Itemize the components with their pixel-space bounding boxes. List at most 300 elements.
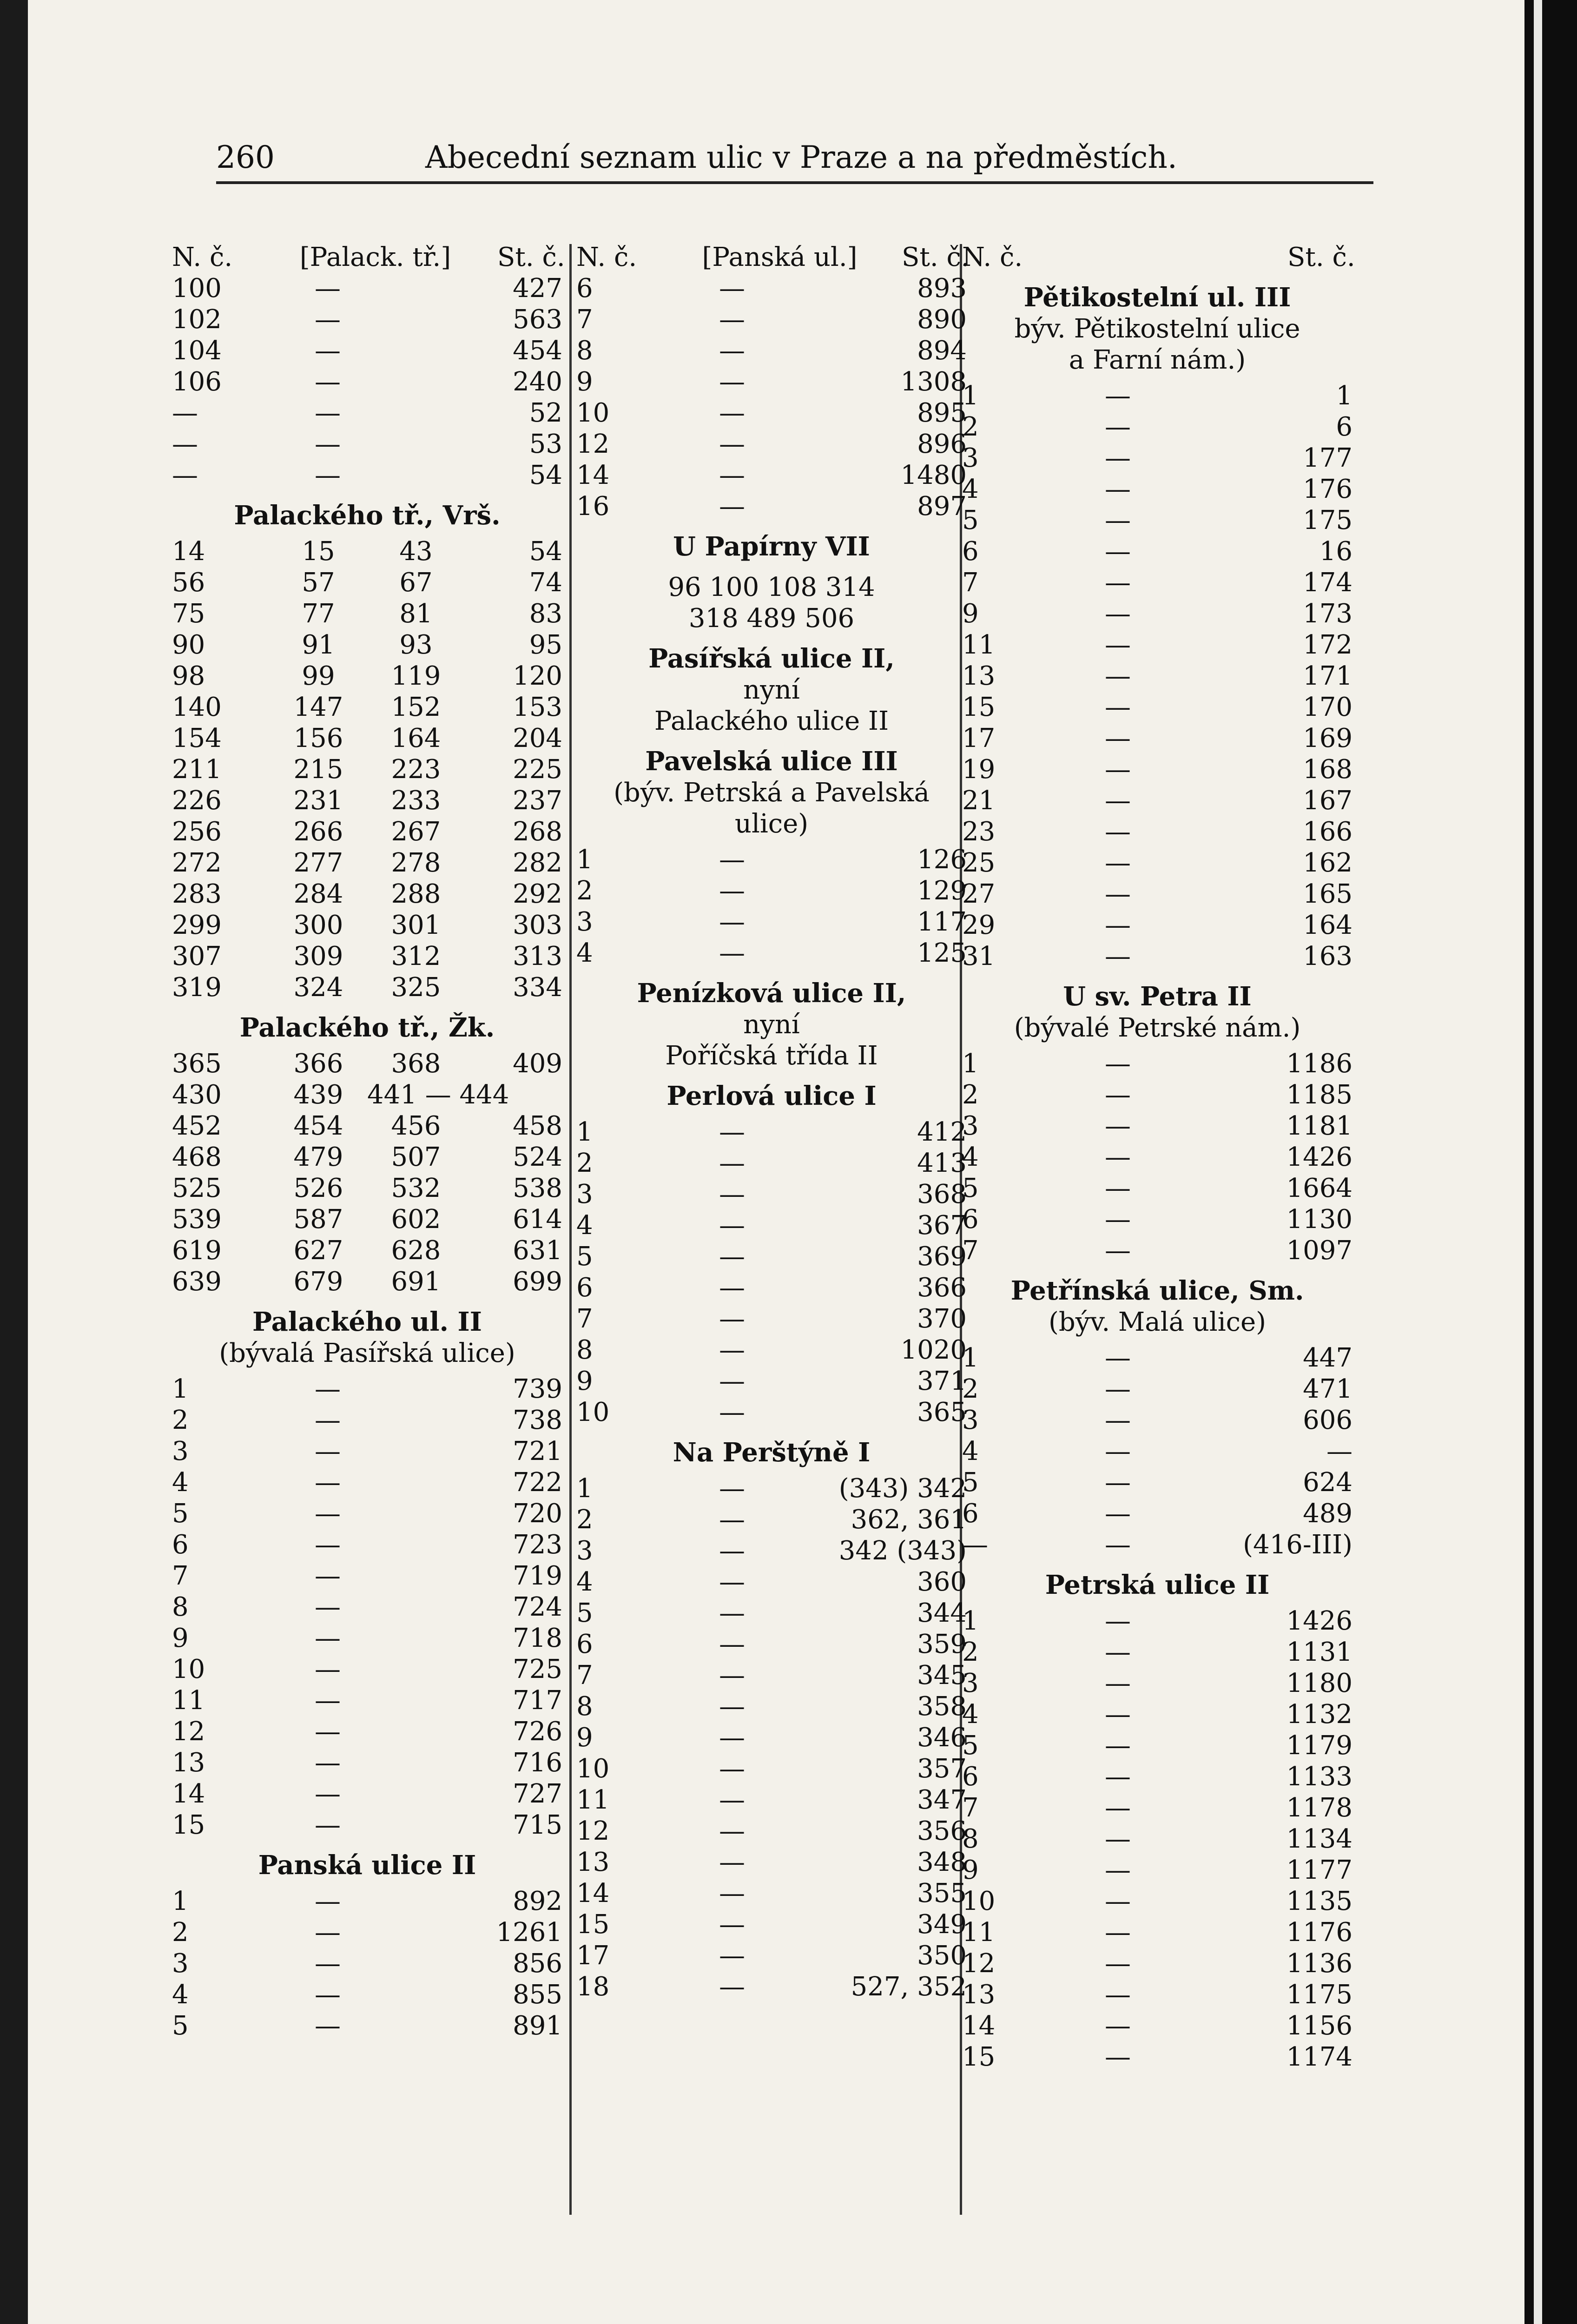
grid-cell: 75 <box>172 599 205 629</box>
house-number: 7 <box>576 304 593 335</box>
house-number: 2 <box>962 1637 979 1667</box>
number-list-line: 96 100 108 314 <box>668 572 875 602</box>
list-item <box>576 1722 967 1753</box>
conscription-number: 1135 <box>1286 1886 1353 1916</box>
conscription-number: 1186 <box>1286 1049 1353 1079</box>
list-item <box>172 1560 562 1591</box>
street-heading-line: býv. Pětikostelní ulice <box>1014 314 1300 344</box>
grid-cell: 93 <box>399 630 433 660</box>
list-item <box>576 1971 967 2002</box>
header-conscription-number: St. č. <box>497 242 565 272</box>
dash: — <box>315 429 341 459</box>
conscription-number: 1426 <box>1286 1606 1353 1636</box>
list-item <box>962 1605 1353 1637</box>
grid-row <box>172 972 562 1003</box>
list-item <box>172 273 562 304</box>
dash: — <box>1105 1917 1131 1948</box>
dash: — <box>719 1304 745 1334</box>
conscription-number: 6 <box>1336 412 1353 442</box>
house-number: 8 <box>962 1824 979 1854</box>
conscription-number: 356 <box>917 1816 967 1846</box>
dash: — <box>1105 910 1131 940</box>
dash: — <box>719 907 745 937</box>
street-heading-line: Petřínská ulice, Sm. <box>1010 1275 1304 1306</box>
grid-cell: 439 <box>293 1080 343 1110</box>
grid-cell: 292 <box>513 879 562 909</box>
list-item <box>962 660 1353 692</box>
dash: — <box>315 1886 341 1916</box>
list-item <box>172 1436 562 1467</box>
dash: — <box>1105 848 1131 878</box>
list-item <box>172 1623 562 1654</box>
conscription-number: 489 <box>1303 1499 1353 1529</box>
house-number: 9 <box>576 367 593 397</box>
house-number: 8 <box>576 1335 593 1365</box>
dash: — <box>1105 1637 1131 1667</box>
list-item <box>962 1405 1353 1436</box>
house-number: 3 <box>576 1536 593 1566</box>
grid-cell: 368 <box>391 1049 441 1079</box>
house-number: 5 <box>962 1173 979 1203</box>
house-number: 7 <box>962 1235 979 1266</box>
list-item <box>962 598 1353 629</box>
conscription-number: 717 <box>513 1685 562 1716</box>
dash: — <box>1105 505 1131 535</box>
list-item <box>576 429 967 460</box>
dash: — <box>315 398 341 428</box>
list-item <box>576 1878 967 1909</box>
grid-cell <box>465 1079 562 1110</box>
street-heading-line: Palackého ulice II <box>654 706 889 736</box>
conscription-number: 346 <box>917 1723 967 1753</box>
conscription-number: 447 <box>1303 1343 1353 1373</box>
dash: — <box>315 1467 341 1498</box>
conscription-number: 125 <box>917 938 967 968</box>
conscription-number: 624 <box>1303 1467 1353 1498</box>
dash: — <box>1105 1467 1131 1498</box>
grid-cell: 90 <box>172 630 205 660</box>
list-item <box>962 723 1353 754</box>
house-number: 29 <box>962 910 996 940</box>
dash: — <box>719 429 745 459</box>
header-conscription-number: St. č. <box>902 242 970 272</box>
dash: — <box>1105 1762 1131 1792</box>
street-heading-line: (bývalé Petrské nám.) <box>1014 1013 1301 1043</box>
list-item <box>172 397 562 429</box>
grid-row <box>172 1235 562 1266</box>
list-item <box>962 1467 1353 1498</box>
grid-cell: 147 <box>293 692 343 722</box>
list-item <box>962 1917 1353 1948</box>
dash: — <box>1105 1374 1131 1404</box>
dash: — <box>719 938 745 968</box>
list-item <box>172 1886 562 1917</box>
house-number: 3 <box>962 443 979 473</box>
conscription-number: 360 <box>917 1567 967 1597</box>
conscription-number: 347 <box>917 1785 967 1815</box>
house-number: 6 <box>172 1530 189 1560</box>
grid-row <box>172 1204 562 1235</box>
list-item <box>576 1691 967 1722</box>
conscription-number: 129 <box>917 876 967 906</box>
grid-cell: 299 <box>172 910 222 940</box>
grid-row <box>172 598 562 629</box>
list-item <box>172 1917 562 1948</box>
street-heading-line: (býv. Petrská a Pavelská <box>614 778 930 808</box>
grid-cell: 441 — 444 <box>367 1080 509 1110</box>
list-item <box>962 2041 1353 2073</box>
dash: — <box>719 367 745 397</box>
dash: — <box>719 1536 745 1566</box>
dash: — <box>315 304 341 335</box>
dash: — <box>1105 1730 1131 1761</box>
list-item <box>962 1855 1353 1886</box>
list-item <box>962 1342 1353 1373</box>
dash: — <box>1105 879 1131 909</box>
street-heading <box>576 531 967 562</box>
grid-cell: 307 <box>172 941 222 971</box>
house-number: 9 <box>576 1366 593 1396</box>
conscription-number: 177 <box>1303 443 1353 473</box>
house-number: 12 <box>962 1948 996 1979</box>
conscription-number: 739 <box>513 1374 562 1404</box>
dash: — <box>1105 1111 1131 1141</box>
list-item <box>172 1498 562 1529</box>
dash: — <box>1105 817 1131 847</box>
grid-row <box>172 1079 562 1110</box>
dash: — <box>315 1436 341 1466</box>
dash: — <box>719 1273 745 1303</box>
list-item <box>962 1637 1353 1668</box>
house-number: 3 <box>576 907 593 937</box>
grid-cell: 691 <box>391 1267 441 1297</box>
grid-row <box>172 629 562 660</box>
conscription-number: 855 <box>513 1980 562 2010</box>
list-item <box>962 1373 1353 1405</box>
conscription-number: 1 <box>1336 381 1353 411</box>
house-number: 11 <box>576 1785 610 1815</box>
column-header <box>576 242 970 273</box>
house-number: 2 <box>576 876 593 906</box>
street-heading-line: Petrská ulice II <box>1045 1570 1270 1600</box>
house-number: 11 <box>962 1917 996 1948</box>
list-item <box>576 1909 967 1940</box>
street-heading <box>576 643 967 737</box>
dash: — <box>719 1505 745 1535</box>
dash: — <box>1105 1980 1131 2010</box>
conscription-number: 1181 <box>1286 1111 1353 1141</box>
house-number: 1 <box>962 1049 979 1079</box>
list-item <box>962 785 1353 816</box>
house-number: 3 <box>962 1405 979 1435</box>
street-heading-line: a Farní nám.) <box>1069 345 1246 375</box>
page-header <box>216 135 1373 186</box>
dash: — <box>719 1629 745 1659</box>
list-item <box>172 1778 562 1809</box>
list-item <box>962 878 1353 910</box>
house-number: 7 <box>962 568 979 598</box>
grid-cell: 267 <box>391 817 441 847</box>
list-item <box>962 1792 1353 1823</box>
conscription-number: 563 <box>513 304 562 335</box>
street-heading <box>172 500 562 531</box>
dash: — <box>315 1980 341 2010</box>
house-number: 106 <box>172 367 222 397</box>
conscription-number: 891 <box>513 2011 562 2041</box>
list-item <box>576 1334 967 1366</box>
house-number: 4 <box>962 1436 979 1466</box>
dash: — <box>1105 1049 1131 1079</box>
list-item <box>962 629 1353 660</box>
grid-cell: 479 <box>293 1142 343 1172</box>
grid-cell: 430 <box>172 1080 222 1110</box>
conscription-number: 1664 <box>1286 1173 1353 1203</box>
dash: — <box>719 1972 745 2002</box>
list-item <box>962 567 1353 598</box>
conscription-number: 162 <box>1303 848 1353 878</box>
grid-cell: 156 <box>293 723 343 753</box>
street-heading-line: Poříčská třída II <box>665 1041 878 1071</box>
list-item <box>962 910 1353 941</box>
conscription-number: 471 <box>1303 1374 1353 1404</box>
list-item <box>576 1660 967 1691</box>
conscription-number: 172 <box>1303 630 1353 660</box>
house-number: 9 <box>962 1855 979 1885</box>
grid-row <box>172 567 562 598</box>
list-item <box>172 1467 562 1498</box>
grid-cell: 309 <box>293 941 343 971</box>
list-item <box>576 397 967 429</box>
conscription-number: 721 <box>513 1436 562 1466</box>
conscription-number: 1134 <box>1286 1824 1353 1854</box>
list-item <box>962 1204 1353 1235</box>
column-3 <box>962 242 1353 2073</box>
list-item <box>172 335 562 366</box>
list-item <box>576 1504 967 1535</box>
dash: — <box>719 1816 745 1846</box>
dash: — <box>1105 1606 1131 1636</box>
grid-cell: 532 <box>391 1173 441 1203</box>
grid-cell: 211 <box>172 754 222 785</box>
dash: — <box>315 1405 341 1435</box>
dash: — <box>719 398 745 428</box>
conscription-number: 166 <box>1303 817 1353 847</box>
grid-cell: 119 <box>391 661 441 691</box>
street-heading-line: Palackého tř., Vrš. <box>234 500 501 531</box>
conscription-number: 362, 361 <box>851 1505 967 1535</box>
conscription-number: 54 <box>529 460 562 490</box>
dash: — <box>1105 536 1131 567</box>
list-item <box>962 1142 1353 1173</box>
house-number: 7 <box>576 1304 593 1334</box>
dash: — <box>719 1335 745 1365</box>
dash: — <box>719 491 745 522</box>
conscription-number: 1131 <box>1286 1637 1353 1667</box>
house-number: 19 <box>962 754 996 785</box>
grid-row <box>172 1048 562 1079</box>
grid-cell: 237 <box>513 786 562 816</box>
dash: — <box>719 845 745 875</box>
house-number: 2 <box>962 1374 979 1404</box>
column-divider <box>569 244 572 2215</box>
grid-cell: 639 <box>172 1267 222 1297</box>
house-number: 5 <box>962 505 979 535</box>
dash: — <box>1105 2042 1131 2072</box>
conscription-number: 726 <box>513 1717 562 1747</box>
conscription-number: 358 <box>917 1691 967 1722</box>
grid-cell: 283 <box>172 879 222 909</box>
conscription-number: 163 <box>1303 941 1353 971</box>
house-number: — <box>172 460 198 490</box>
grid-cell: 81 <box>399 599 433 629</box>
list-item <box>962 411 1353 442</box>
grid-cell: 83 <box>529 599 562 629</box>
house-number: 100 <box>172 273 222 304</box>
street-heading-line: Na Perštýně I <box>673 1437 871 1468</box>
grid-cell: 231 <box>293 786 343 816</box>
list-item <box>962 1079 1353 1110</box>
conscription-number: 1130 <box>1286 1204 1353 1235</box>
list-item <box>962 1529 1353 1560</box>
house-number: 8 <box>576 1691 593 1722</box>
grid-cell: 226 <box>172 786 222 816</box>
conscription-number: 1261 <box>496 1917 562 1948</box>
house-number: 17 <box>576 1941 610 1971</box>
list-item <box>576 1847 967 1878</box>
house-number: 23 <box>962 817 996 847</box>
list-item <box>172 1747 562 1778</box>
house-number: 2 <box>576 1505 593 1535</box>
grid-cell: 699 <box>513 1267 562 1297</box>
house-number: 15 <box>962 2042 996 2072</box>
house-number: 4 <box>576 1210 593 1241</box>
grid-row <box>172 660 562 692</box>
dash: — <box>315 1917 341 1948</box>
street-heading <box>576 746 967 839</box>
house-number: 9 <box>172 1623 189 1653</box>
grid-cell: 67 <box>399 568 433 598</box>
dash: — <box>719 304 745 335</box>
running-title: Abecední seznam ulic v Praze a na předměstích. <box>425 139 1177 175</box>
conscription-number: 175 <box>1303 505 1353 535</box>
conscription-number: 527, 352 <box>851 1972 967 2002</box>
dash: — <box>1105 1699 1131 1730</box>
dash: — <box>1105 1793 1131 1823</box>
house-number: 11 <box>172 1685 205 1716</box>
grid-row <box>172 536 562 567</box>
house-number: 27 <box>962 879 996 909</box>
street-heading-line: Penízková ulice II, <box>637 978 906 1009</box>
grid-cell: 282 <box>513 848 562 878</box>
list-item <box>576 1566 967 1598</box>
dash: — <box>315 367 341 397</box>
grid-cell: 312 <box>391 941 441 971</box>
house-number: 3 <box>576 1179 593 1209</box>
dash: — <box>1105 786 1131 816</box>
house-number: 1 <box>962 1343 979 1373</box>
list-item <box>172 460 562 491</box>
list-item <box>962 941 1353 972</box>
conscription-number: 1180 <box>1286 1668 1353 1698</box>
grid-cell: 14 <box>172 536 205 567</box>
house-number: 10 <box>576 1397 610 1427</box>
dash: — <box>719 1210 745 1241</box>
house-number: 6 <box>962 1762 979 1792</box>
list-item <box>576 1366 967 1397</box>
list-item <box>172 1654 562 1685</box>
list-item <box>576 906 967 938</box>
house-number: — <box>172 398 198 428</box>
conscription-number: 174 <box>1303 568 1353 598</box>
header-street: [Palack. tř.] <box>299 242 451 272</box>
grid-row <box>172 878 562 910</box>
conscription-number: (343) 342 <box>838 1473 967 1504</box>
conscription-number: 173 <box>1303 599 1353 629</box>
column-2 <box>576 242 970 2002</box>
grid-cell: 153 <box>513 692 562 722</box>
conscription-number: 359 <box>917 1629 967 1659</box>
dash: — <box>1105 1343 1131 1373</box>
grid-cell: 525 <box>172 1173 222 1203</box>
house-number: — <box>962 1530 988 1560</box>
grid-cell: 324 <box>293 972 343 1003</box>
grid-cell: 300 <box>293 910 343 940</box>
house-number: 14 <box>962 2011 996 2041</box>
conscription-number: 349 <box>917 1909 967 1940</box>
grid-cell: 223 <box>391 754 441 785</box>
conscription-number: 1132 <box>1286 1699 1353 1730</box>
dash: — <box>719 1847 745 1877</box>
list-item <box>172 2010 562 2041</box>
list-item <box>962 692 1353 723</box>
conscription-number: 413 <box>917 1148 967 1178</box>
house-number: 9 <box>962 599 979 629</box>
conscription-number: 1174 <box>1286 2042 1353 2072</box>
house-number: 4 <box>576 938 593 968</box>
dash: — <box>719 1117 745 1147</box>
street-heading-line: U Papírny VII <box>673 531 870 562</box>
list-item <box>962 1823 1353 1855</box>
dash: — <box>1105 723 1131 753</box>
conscription-number: 240 <box>513 367 562 397</box>
dash: — <box>315 1561 341 1591</box>
conscription-number: 892 <box>513 1886 562 1916</box>
list-item <box>962 1730 1353 1761</box>
conscription-number: 344 <box>917 1598 967 1628</box>
dash: — <box>1105 1235 1131 1266</box>
list-item <box>962 1699 1353 1730</box>
grid-cell: 43 <box>399 536 433 567</box>
dash: — <box>1105 1855 1131 1885</box>
list-item <box>576 1179 967 1210</box>
house-number: 7 <box>962 1793 979 1823</box>
grid-cell: 539 <box>172 1204 222 1235</box>
dash: — <box>1105 1080 1131 1110</box>
conscription-number: 350 <box>917 1941 967 1971</box>
house-number: 4 <box>962 1142 979 1172</box>
street-heading <box>962 1275 1353 1338</box>
dash: — <box>1105 412 1131 442</box>
list-item <box>576 304 967 335</box>
street-heading-line: nyní <box>743 675 800 705</box>
house-number: 3 <box>962 1111 979 1141</box>
dash: — <box>1105 1173 1131 1203</box>
dash: — <box>1105 381 1131 411</box>
list-item <box>962 1979 1353 2010</box>
house-number: 10 <box>576 1754 610 1784</box>
grid-cell: 266 <box>293 817 343 847</box>
dash: — <box>315 1654 341 1684</box>
